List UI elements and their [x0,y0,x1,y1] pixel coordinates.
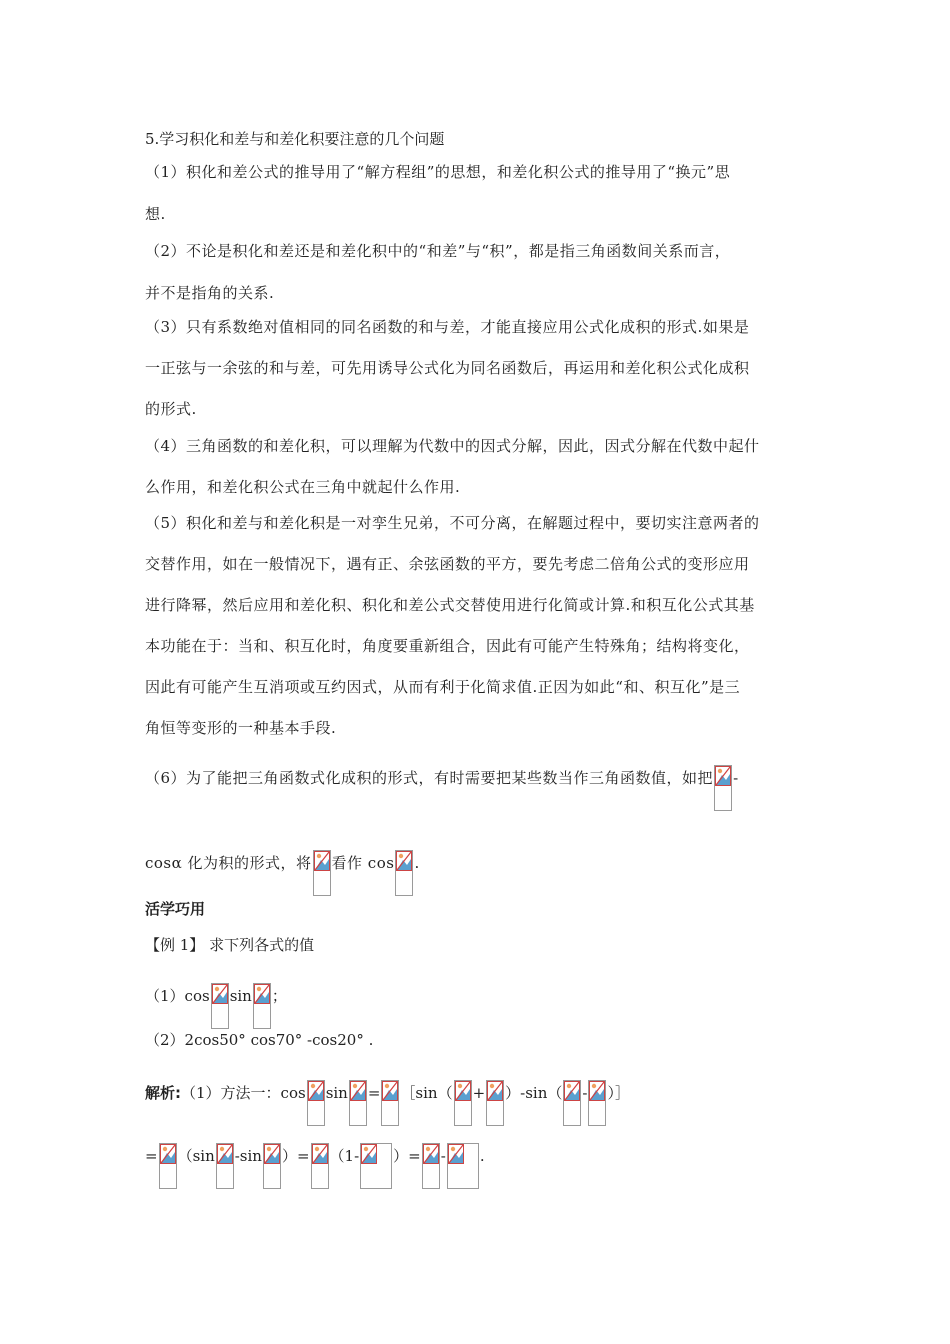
broken-image-icon [307,1080,325,1126]
broken-image-icon [447,1143,479,1189]
paragraph-3-line-3: 的形式. [145,400,197,418]
example-label: 【例 1】 [145,936,205,954]
paragraph-5-line-4: 本功能在于：当和、积互化时，角度要重新组合，因此有可能产生特殊角；结构将变化， [145,637,750,655]
broken-image-icon [159,1143,177,1189]
sol-l2-f: ）= [393,1147,421,1165]
sol-l1-f: ）-sin（ [505,1084,563,1102]
sol-l1-a: （1）方法一：cos [181,1084,306,1102]
solution-line-2 [145,1143,485,1189]
minus-sign: - [733,769,739,787]
solution-line-1 [145,1080,630,1126]
broken-image-icon [263,1143,281,1189]
paragraph-2-line-1: （2）不论是积化和差还是和差化积中的“和差”与“积”，都是指三角函数间关系而言， [145,242,731,260]
period: . [414,854,420,872]
sol-l2-h: . [479,1147,485,1165]
paragraph-5-line-5: 因此有可能产生互消项或互约因式，从而有利于化简求值.正因为如此“和、积互化”是三 [145,678,741,696]
sol-l2-d: ）= [281,1147,310,1165]
section-title: 活学巧用 [145,900,206,918]
sol-l1-g: - [582,1084,588,1102]
paragraph-5-line-6: 角恒等变形的一种基本手段. [145,719,337,737]
paragraph-2-line-2: 并不是指角的关系. [145,284,275,302]
example-question-1 [145,983,287,1029]
sol-l1-e: + [472,1084,486,1102]
broken-image-icon [422,1143,440,1189]
q1-cos: （1）cos [145,987,210,1005]
regard-as-text: 看作 cos [331,854,395,872]
paragraph-6-text: （6）为了能把三角函数式化成积的形式，有时需要把某些数当作三角函数值，如把 [145,769,714,787]
paragraph-1-line-1: （1）积化和差公式的推导用了“解方程组”的思想，和差化积公式的推导用了“换元”思 [145,163,731,181]
broken-image-icon [588,1080,606,1126]
q1-end: ； [271,987,287,1005]
broken-image-icon [216,1143,234,1189]
broken-image-icon [381,1080,399,1126]
sol-l1-c: = [367,1084,381,1102]
example-1-heading [145,934,314,956]
sol-l2-g: - [440,1147,446,1165]
sol-l1-h: ）］ [607,1084,630,1102]
paragraph-1-line-2: 想. [145,205,166,223]
broken-image-icon [311,1143,329,1189]
paragraph-6-line-2 [145,850,420,896]
paragraph-3-line-2: 一正弦与一余弦的和与差，可先用诱导公式化为同名函数后，再运用和差化积公式化成积 [145,359,750,377]
broken-image-icon [313,850,331,896]
example-question-2: （2）2cos50° cos70° -cos20° . [145,1031,374,1049]
paragraph-5-line-3: 进行降幂，然后应用和差化积、积化和差公式交替使用进行化简或计算.和积互化公式其基 [145,596,755,614]
paragraph-5-line-2: 交替作用，如在一般情况下，遇有正、余弦函数的平方，要先考虑二倍角公式的变形应用 [145,555,750,573]
paragraph-6-line-1 [145,765,739,811]
sol-l2-b: （sin [177,1147,215,1165]
broken-image-icon [454,1080,472,1126]
q1-sin: sin [229,987,252,1005]
paragraph-4-line-2: 么作用，和差化积公式在三角中就起什么作用. [145,478,461,496]
broken-image-icon [211,983,229,1029]
sol-l2-e: （1- [329,1147,360,1165]
sol-l1-b: sin [325,1084,348,1102]
sol-l2-c: -sin [234,1147,262,1165]
broken-image-icon [253,983,271,1029]
broken-image-icon [395,850,413,896]
example-text: 求下列各式的值 [204,936,315,954]
solution-label: 解析: [145,1084,181,1102]
cos-alpha-text: cosα 化为积的形式，将 [145,854,312,872]
broken-image-icon [360,1143,392,1189]
paragraph-5-line-1: （5）积化和差与和差化积是一对孪生兄弟，不可分离，在解题过程中，要切实注意两者的 [145,514,760,532]
broken-image-icon [349,1080,367,1126]
sol-l2-a: = [145,1147,158,1165]
broken-image-icon [486,1080,504,1126]
section-heading-5: 5.学习积化和差与和差化积要注意的几个问题 [145,130,445,148]
sol-l1-d: ［sin（ [400,1084,453,1102]
paragraph-4-line-1: （4）三角函数的和差化积，可以理解为代数中的因式分解，因此，因式分解在代数中起什 [145,437,760,455]
broken-image-icon [714,765,732,811]
paragraph-3-line-1: （3）只有系数绝对值相同的同名函数的和与差，才能直接应用公式化成积的形式.如果是 [145,318,750,336]
broken-image-icon [563,1080,581,1126]
